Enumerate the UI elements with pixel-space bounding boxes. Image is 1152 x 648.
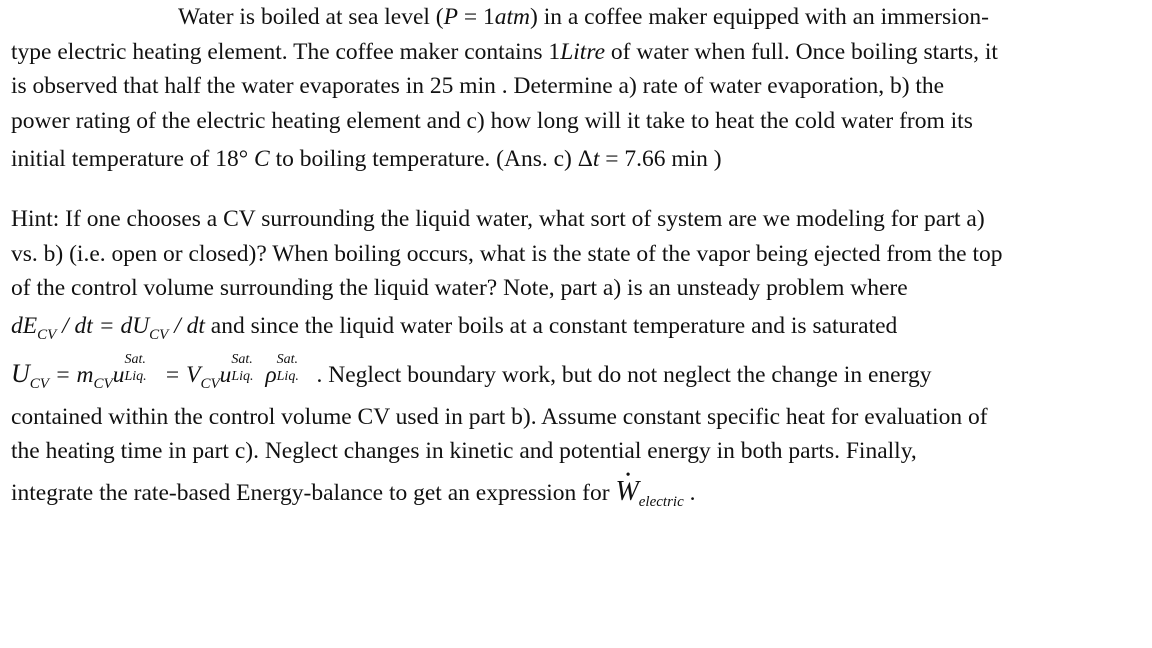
equation-term: u	[219, 362, 232, 388]
hint-line-1: Hint: If one chooses a CV surrounding the liquid water, what sort of system are we modeling for part a)	[11, 206, 985, 232]
hint-text: .	[683, 479, 696, 506]
problem-text: initial temperature of 18°	[11, 146, 255, 172]
hint-paragraph	[11, 202, 1141, 509]
sat-liq-stack	[124, 352, 158, 390]
hint-line-8	[11, 475, 1141, 510]
superscript: Sat.	[124, 352, 146, 367]
equation-term: ρ	[265, 362, 277, 388]
equation-term: / dt	[168, 312, 205, 339]
work-rate-symbol: W •	[615, 475, 638, 510]
hint-line-2: vs. b) (i.e. open or closed)? When boiling occurs, what is the state of the vapor being ejected from the top	[11, 240, 1003, 267]
equation-term: = m	[48, 362, 94, 388]
problem-line-2	[11, 35, 1141, 70]
problem-line-5	[11, 142, 1141, 177]
sat-liq-stack	[231, 352, 265, 390]
hint-line-6: contained within the control volume CV used in part b). Assume constant specific heat for evaluation of	[11, 403, 988, 430]
sat-liq-stack	[276, 352, 311, 390]
problem-text: type electric heating element. The coffee maker contains 1	[11, 38, 561, 65]
subscript: Liq.	[231, 369, 254, 384]
subscript: CV	[200, 376, 220, 392]
equation-term: = V	[158, 362, 201, 388]
problem-line-3: is observed that half the water evaporates in 25 min . Determine a) rate of water evaporation, b) the	[11, 73, 945, 99]
superscript: Sat.	[231, 352, 253, 367]
hint-line-5	[11, 352, 1141, 392]
subscript: CV	[149, 326, 169, 343]
time-symbol: t	[592, 146, 600, 172]
celsius-symbol: C	[254, 146, 270, 172]
subscript: CV	[93, 376, 113, 392]
subscript: electric	[638, 493, 684, 510]
equation-term: / dt = dU	[56, 312, 150, 339]
answer-value: = 7.66 min )	[599, 146, 722, 172]
pressure-symbol: P	[443, 4, 458, 30]
hint-line-4	[11, 309, 1141, 344]
hint-text: and since the liquid water boils at a constant temperature and is saturated	[204, 312, 898, 339]
pressure-value: = 1	[458, 4, 495, 30]
hint-text: . Neglect boundary work, but do not neglect the change in energy	[310, 362, 932, 388]
equation-term: u	[112, 362, 125, 388]
problem-text: ) in a coffee maker equipped with an immersion-	[530, 4, 989, 30]
hint-line-7: the heating time in part c). Neglect changes in kinetic and potential energy in both parts. Finally,	[11, 438, 917, 464]
hint-text: integrate the rate-based Energy-balance to get an expression for	[11, 479, 616, 506]
problem-text: Water is boiled at sea level (	[178, 4, 444, 30]
pressure-unit: atm	[494, 4, 531, 30]
superscript: Sat.	[276, 352, 299, 367]
problem-line-1	[11, 0, 1141, 35]
problem-statement	[11, 0, 1141, 177]
subscript: Liq.	[276, 369, 299, 384]
subscript: CV	[29, 376, 49, 392]
problem-text: to boiling temperature. (Ans. c) Δ	[269, 146, 593, 172]
subscript: Liq.	[124, 369, 147, 384]
equation-term: dE	[11, 312, 38, 339]
hint-line-3: of the control volume surrounding the liquid water? Note, part a) is an unsteady problem where	[11, 275, 908, 301]
volume-unit: Litre	[560, 38, 606, 65]
equation-term: U	[11, 359, 30, 388]
problem-line-4: power rating of the electric heating element and c) how long will it take to heat the cold water from its	[11, 107, 973, 134]
subscript: CV	[37, 326, 57, 343]
problem-text: of water when full. Once boiling starts, it	[605, 38, 998, 65]
